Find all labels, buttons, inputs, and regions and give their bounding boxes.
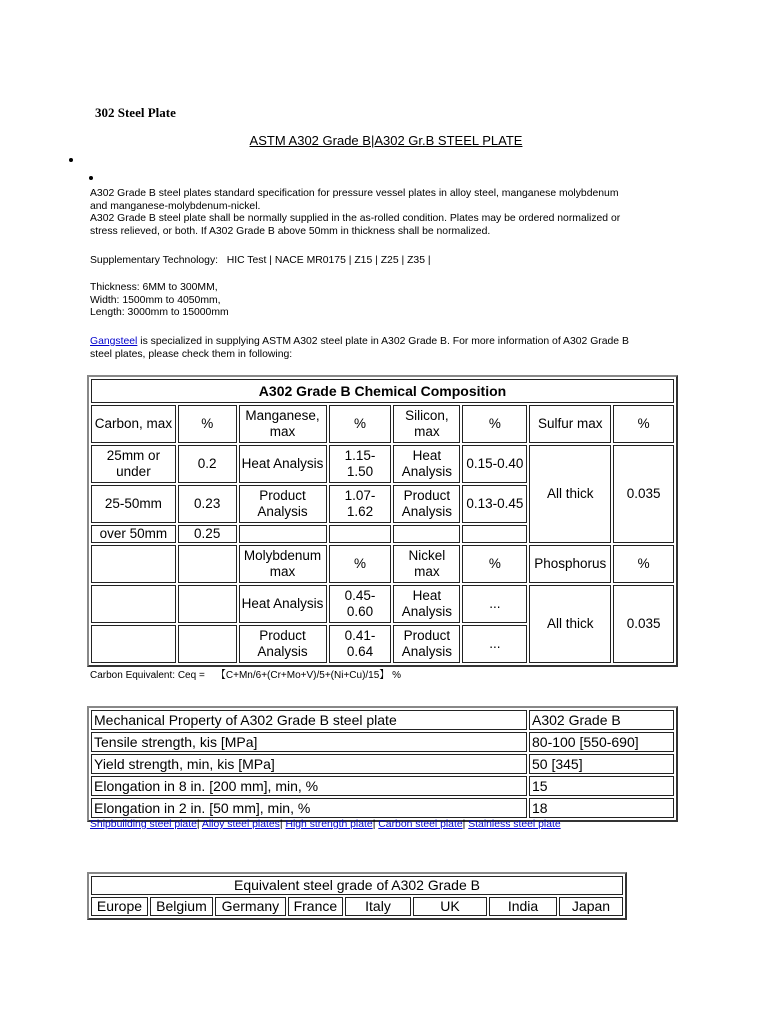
- intro-line: stress relieved, or both. If A302 Grade B above 50mm in thickness shall be normalized.: [90, 225, 491, 237]
- percent-header: %: [613, 545, 674, 583]
- carbon-steel-link[interactable]: Carbon steel plate: [378, 819, 463, 830]
- table-cell: Product Analysis: [393, 625, 460, 663]
- intro-line: A302 Grade B steel plate shall be normally supplied in the as-rolled condition. Plates may be ordered normalized or: [90, 213, 621, 224]
- table-cell: [91, 545, 176, 583]
- table-cell: [178, 545, 237, 583]
- country-cell: UK: [413, 897, 487, 916]
- table-cell: 0.45-0.60: [329, 585, 392, 623]
- length-text: Length: 3000mm to 15000mm: [90, 307, 229, 318]
- percent-header: %: [613, 405, 674, 443]
- table-cell: [329, 525, 392, 543]
- intro-line: and manganese-molybdenum-nickel.: [90, 200, 261, 212]
- sulfur-header: Sulfur max: [529, 405, 611, 443]
- table-cell: 1.15-1.50: [329, 445, 392, 483]
- stainless-steel-link[interactable]: Stainless steel plate: [468, 819, 561, 830]
- table-cell: A302 Grade B: [529, 710, 674, 730]
- supplier-paragraph: [90, 336, 690, 361]
- page-subheading: ASTM A302 Grade B|A302 Gr.B STEEL PLATE: [249, 133, 523, 148]
- width-text: Width: 1500mm to 4050mm,: [90, 294, 221, 306]
- country-cell: Belgium: [150, 897, 213, 916]
- table-cell: 15: [529, 776, 674, 796]
- table-cell: All thick: [529, 445, 611, 543]
- table-cell: 25mm or under: [91, 445, 176, 483]
- table-cell: 1.07-1.62: [329, 485, 392, 523]
- table-cell: Heat Analysis: [239, 585, 327, 623]
- table-cell: 0.15-0.40: [462, 445, 527, 483]
- percent-header: %: [329, 405, 392, 443]
- table-cell: [91, 625, 176, 663]
- table-cell: ...: [462, 585, 527, 623]
- table-cell: [462, 525, 527, 543]
- table-cell: Elongation in 2 in. [50 mm], min, %: [91, 798, 527, 818]
- chemical-composition-table: [87, 375, 678, 667]
- carbon-equivalent-note: Carbon Equivalent: Ceq = 【C+Mn/6+(Cr+Mo+V)/5+(Ni+Cu)/15】 %: [90, 670, 401, 681]
- table-cell: Heat Analysis: [393, 585, 460, 623]
- table-cell: 0.23: [178, 485, 237, 523]
- molybdenum-header: Molybdenum max: [239, 545, 327, 583]
- table-cell: [393, 525, 460, 543]
- table-cell: 0.41-0.64: [329, 625, 392, 663]
- percent-header: %: [178, 405, 237, 443]
- nickel-header: Nickel max: [393, 545, 460, 583]
- mechanical-property-table: [87, 706, 678, 822]
- table-cell: 25-50mm: [91, 485, 176, 523]
- country-cell: France: [288, 897, 343, 916]
- supplier-text: is specialized in supplying ASTM A302 steel plate in A302 Grade B. For more information of A302 Grade B: [137, 336, 629, 347]
- table-cell: over 50mm: [91, 525, 176, 543]
- table-cell: 0.035: [613, 445, 674, 543]
- table-cell: Elongation in 8 in. [200 mm], min, %: [91, 776, 527, 796]
- percent-header: %: [329, 545, 392, 583]
- phosphorus-header: Phosphorus: [529, 545, 611, 583]
- equivalent-grade-table: [87, 872, 627, 920]
- table-cell: [178, 625, 237, 663]
- gangsteel-link[interactable]: Gangsteel: [90, 336, 138, 347]
- table-cell: 0.25: [178, 525, 237, 543]
- page-heading: 302 Steel Plate: [95, 105, 176, 120]
- silicon-header: Silicon, max: [393, 405, 460, 443]
- country-cell: Europe: [91, 897, 148, 916]
- bullet-icon: [89, 176, 93, 180]
- table-cell: Heat Analysis: [393, 445, 460, 483]
- bullet-icon: [69, 158, 73, 162]
- country-cell: Italy: [345, 897, 411, 916]
- high-strength-link[interactable]: High strength plate: [285, 819, 373, 830]
- chem-table-title: A302 Grade B Chemical Composition: [91, 379, 674, 403]
- table-cell: 18: [529, 798, 674, 818]
- supplier-text: steel plates, please check them in following:: [90, 348, 293, 360]
- table-cell: ...: [462, 625, 527, 663]
- dimensions-block: [90, 282, 690, 320]
- country-cell: Japan: [559, 897, 623, 916]
- table-cell: Yield strength, min, kis [MPa]: [91, 754, 527, 774]
- table-cell: Mechanical Property of A302 Grade B steel plate: [91, 710, 527, 730]
- table-cell: 0.2: [178, 445, 237, 483]
- table-cell: 50 [345]: [529, 754, 674, 774]
- shipbuilding-steel-link[interactable]: Shipbuilding steel plate: [90, 819, 197, 830]
- table-cell: 0.13-0.45: [462, 485, 527, 523]
- thickness-text: Thickness: 6MM to 300MM,: [90, 282, 218, 293]
- table-cell: [91, 585, 176, 623]
- percent-header: %: [462, 545, 527, 583]
- intro-line: A302 Grade B steel plates standard specification for pressure vessel plates in alloy steel, manganese molybdenum: [90, 188, 619, 199]
- country-cell: India: [489, 897, 557, 916]
- percent-header: %: [462, 405, 527, 443]
- equiv-table-title: Equivalent steel grade of A302 Grade B: [91, 876, 623, 895]
- manganese-header: Manganese, max: [239, 405, 327, 443]
- table-cell: Product Analysis: [239, 485, 327, 523]
- table-cell: All thick: [529, 585, 611, 663]
- table-cell: [239, 525, 327, 543]
- table-cell: Product Analysis: [239, 625, 327, 663]
- carbon-header: Carbon, max: [91, 405, 176, 443]
- table-cell: Product Analysis: [393, 485, 460, 523]
- supplementary-technology: Supplementary Technology: HIC Test | NACE MR0175 | Z15 | Z25 | Z35 |: [90, 255, 431, 266]
- table-cell: [178, 585, 237, 623]
- table-cell: Heat Analysis: [239, 445, 327, 483]
- intro-paragraph: [90, 188, 690, 238]
- related-links: Shipbuilding steel plate| Alloy steel plates| High strength plate| Carbon steel plate| Stainless steel plate: [90, 819, 561, 830]
- country-cell: Germany: [215, 897, 286, 916]
- table-cell: Tensile strength, kis [MPa]: [91, 732, 527, 752]
- alloy-steel-link[interactable]: Alloy steel plates: [201, 819, 280, 830]
- table-cell: 0.035: [613, 585, 674, 663]
- table-cell: 80-100 [550-690]: [529, 732, 674, 752]
